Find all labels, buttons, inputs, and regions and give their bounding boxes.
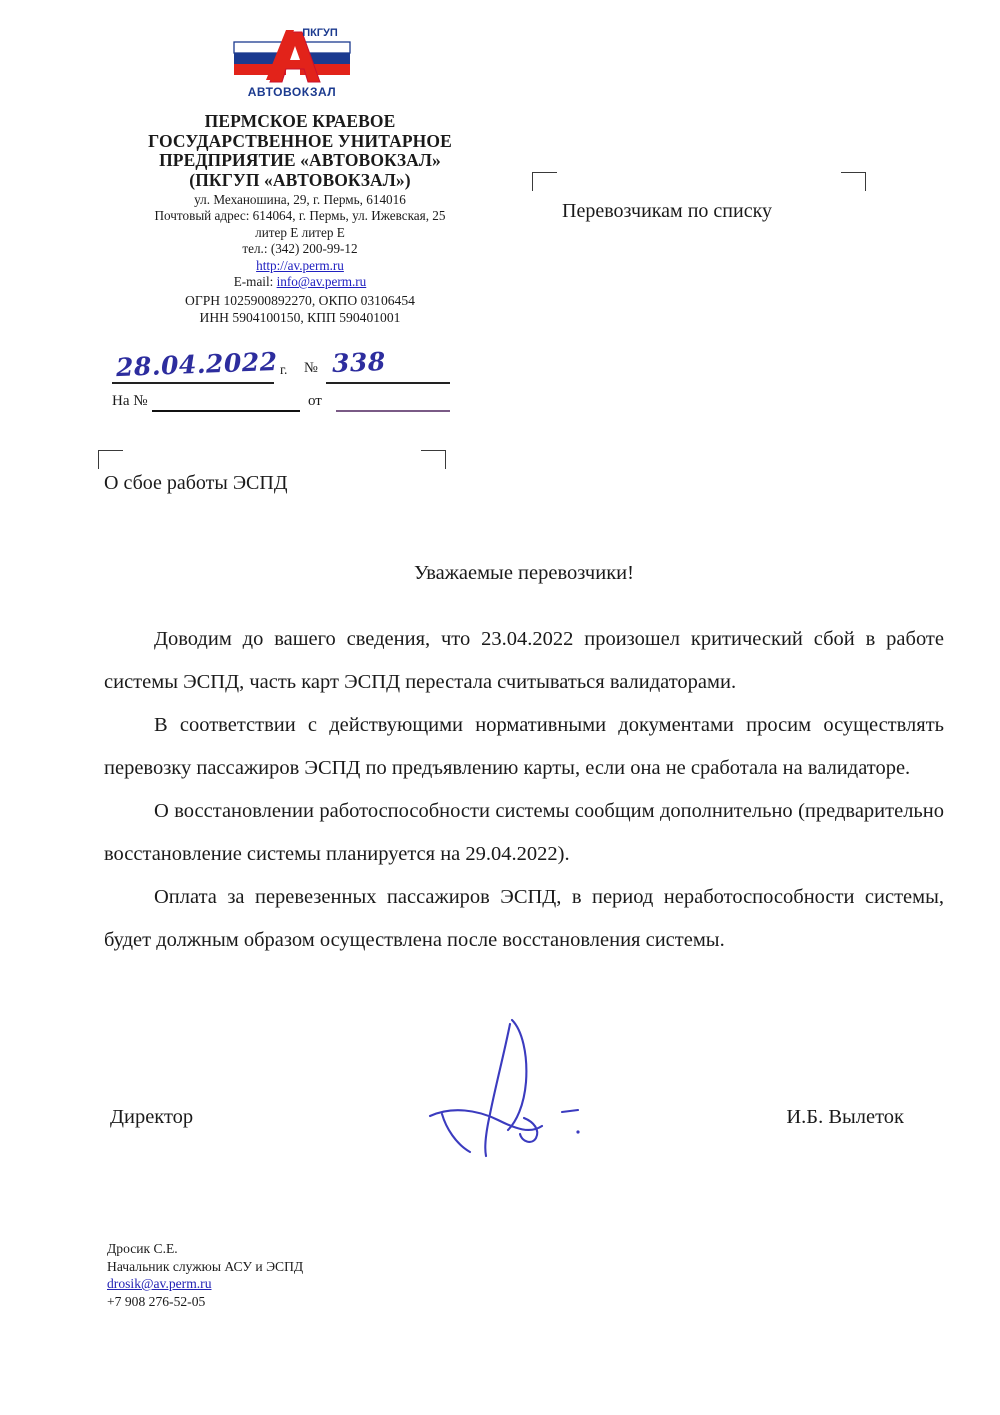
letterhead bbox=[80, 112, 520, 327]
footer-contact-phone: +7 908 276-52-05 bbox=[107, 1293, 206, 1309]
year-suffix-label: г. bbox=[280, 362, 288, 377]
body-paragraph: Оплата за перевезенных пассажиров ЭСПД, в период неработоспособности системы, будет должным образом осуществлена после восстановления системы. bbox=[104, 886, 944, 951]
number-symbol-label: № bbox=[304, 360, 318, 376]
body-paragraph: Доводим до вашего сведения, что 23.04.2022 произошел критический сбой в работе системы ЭСПД, часть карт ЭСПД перестала считываться валидаторами. bbox=[104, 628, 944, 693]
bracket-top-left-corner-icon bbox=[98, 450, 123, 469]
subject-text: О сбое работы ЭСПД bbox=[104, 472, 288, 494]
recipient-text: Перевозчикам по списку bbox=[562, 200, 773, 222]
signatory-title: Директор bbox=[110, 1106, 194, 1128]
registration-numbers bbox=[80, 293, 520, 326]
footer-email-link[interactable]: drosik@av.perm.ru bbox=[107, 1276, 212, 1291]
logo-top-text: ПКГУП bbox=[302, 27, 338, 39]
address-liter: литер Е литер Е bbox=[255, 224, 345, 240]
footer-contact-position: Начальник служюы АСУ и ЭСПД bbox=[107, 1258, 304, 1274]
company-logo bbox=[228, 24, 356, 106]
bracket-top-right-corner-icon bbox=[841, 172, 866, 191]
reference-rule bbox=[152, 410, 300, 412]
number-rule bbox=[326, 382, 450, 384]
address-postal: Почтовый адрес: 614064, г. Пермь, ул. Ижевская, 25 bbox=[154, 208, 446, 224]
email-label: E-mail: bbox=[233, 274, 277, 290]
body-paragraph: В соответствии с действующими нормативными документами просим осуществлять перевозку пассажиров ЭСПД по предъявлению карты, если она не сработала на валидаторе. bbox=[104, 714, 944, 779]
letter-body bbox=[104, 618, 944, 962]
website-link[interactable]: http://av.perm.ru bbox=[256, 257, 344, 273]
org-name-line-3: ПРЕДПРИЯТИЕ «АВТОВОКЗАЛ» bbox=[159, 150, 441, 170]
handwritten-number: 338 bbox=[331, 346, 387, 379]
bracket-top-right-corner-icon bbox=[421, 450, 446, 469]
recipient-bracket bbox=[532, 172, 866, 196]
org-name-line-2: ГОСУДАРСТВЕННОЕ УНИТАРНОЕ bbox=[148, 130, 452, 151]
salutation: Уважаемые перевозчики! bbox=[414, 562, 634, 584]
handwritten-signature bbox=[412, 1010, 632, 1160]
signatory-name: И.Б. Вылеток bbox=[786, 1106, 904, 1128]
address-street: ул. Механошина, 29, г. Пермь, 614016 bbox=[194, 192, 406, 207]
reference-label: На № bbox=[112, 393, 148, 409]
inn-kpp-line: ИНН 5904100150, КПП 590401001 bbox=[199, 310, 401, 326]
date-and-number-block bbox=[112, 346, 452, 416]
organization-address bbox=[80, 192, 520, 290]
organization-name bbox=[80, 112, 520, 190]
org-name-line-1: ПЕРМСКОЕ КРАЕВОЕ bbox=[204, 111, 396, 131]
body-paragraph: О восстановлении работоспособности системы сообщим дополнительно (предварительно восстановление системы планируется на 29.04.2022). bbox=[104, 800, 944, 865]
subject-bracket bbox=[98, 450, 446, 474]
organization-phone: тел.: (342) 200-99-12 bbox=[242, 241, 358, 257]
reference-from-rule bbox=[336, 410, 450, 412]
logo-bottom-text: АВТОВОКЗАЛ bbox=[247, 85, 337, 99]
email-link[interactable]: info@av.perm.ru bbox=[276, 274, 367, 290]
reference-row bbox=[112, 390, 452, 414]
document-footer bbox=[107, 1240, 303, 1310]
ogrn-okpo-line: ОГРН 1025900892270, ОКПО 03106454 bbox=[185, 293, 415, 309]
bracket-top-left-corner-icon bbox=[532, 172, 557, 191]
date-rule bbox=[112, 382, 274, 384]
reference-from-label: от bbox=[308, 393, 322, 409]
handwritten-date: 28.04.2022 bbox=[115, 346, 279, 383]
org-name-line-4: (ПКГУП «АВТОВОКЗАЛ») bbox=[189, 169, 411, 190]
footer-contact-name: Дросик С.Е. bbox=[107, 1241, 178, 1256]
avtovokzal-logo-icon bbox=[228, 24, 356, 106]
